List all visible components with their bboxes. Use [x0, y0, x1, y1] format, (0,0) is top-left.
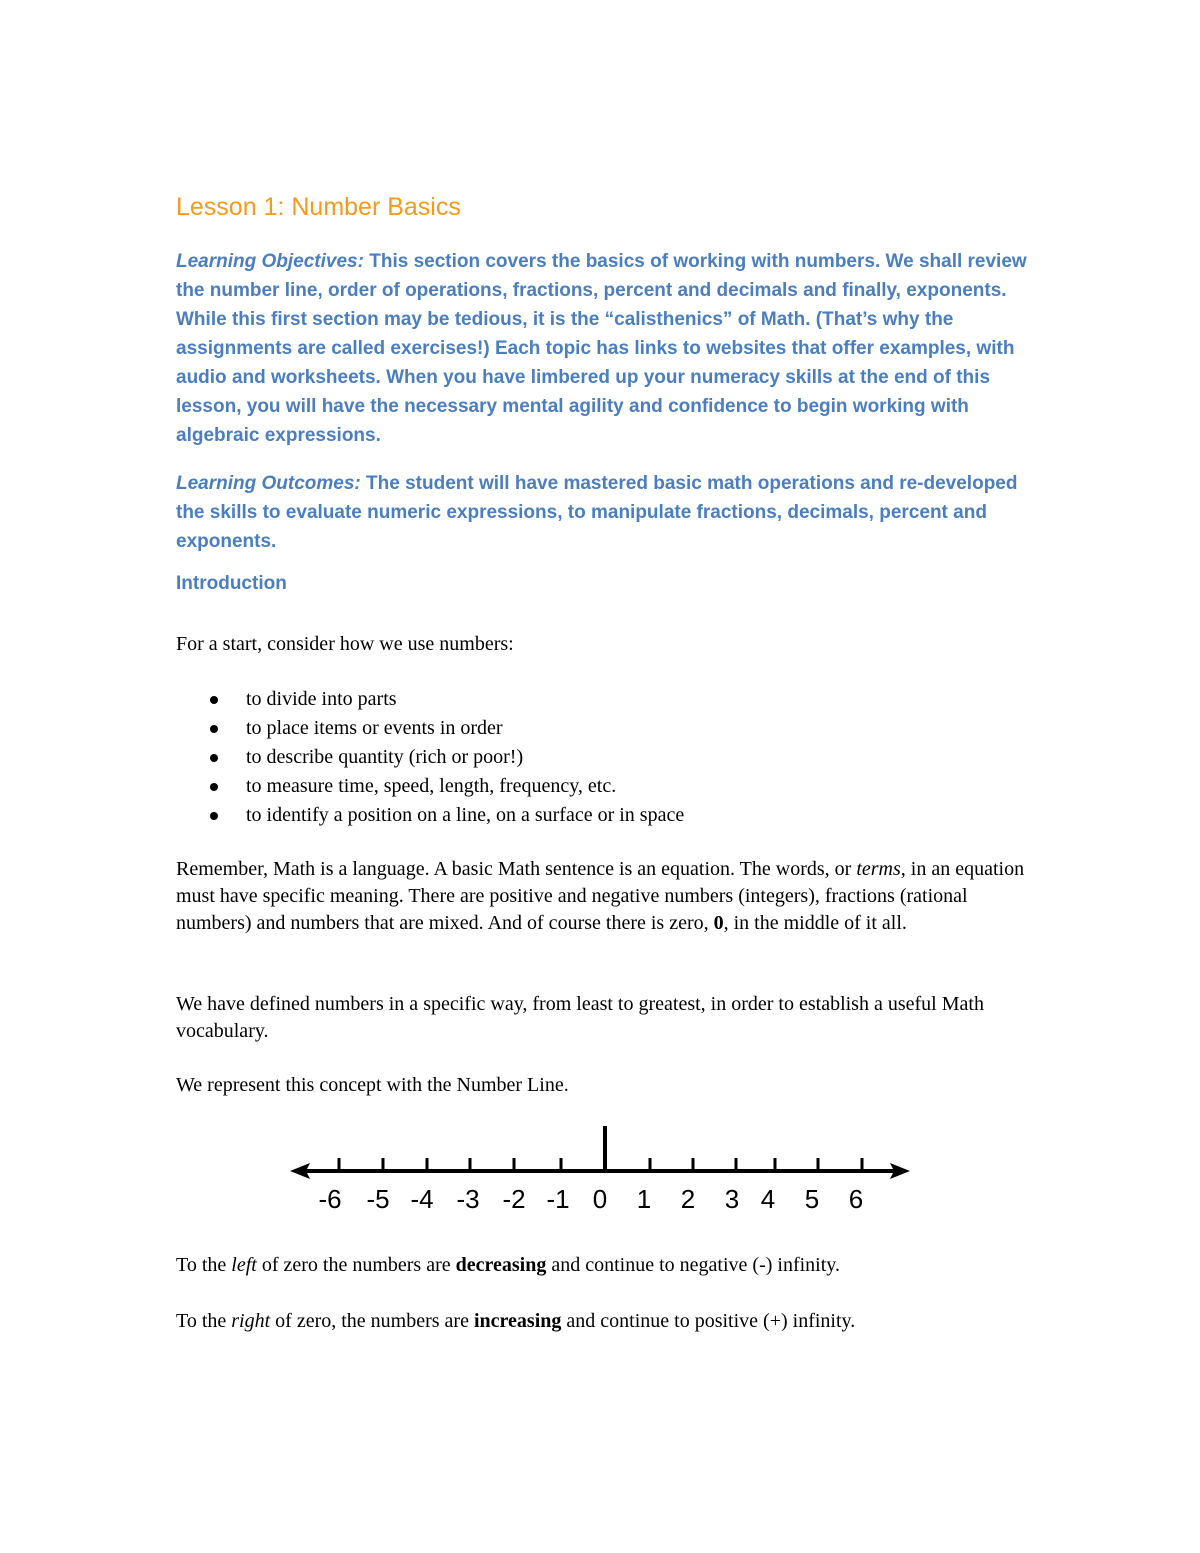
list-item: to measure time, speed, length, frequency, etc. [176, 772, 684, 801]
number-line-ticks [339, 1126, 862, 1171]
objectives-text: This section covers the basics of working with numbers. We shall review the number line, order of operations, fractions, percent and decimals and finally, exponents. While this first section may be tedious, it is the “calisthenics” of Math. (That’s why the assignments are called exercises!) Each topic has links to websites that offer examples, with audio and worksheets. When you have limbered up your numeracy skills at the end of this lesson, you will have the necessary mental agility and confidence to begin working with algebraic expressions. [176, 251, 1027, 446]
introduction-heading: Introduction [176, 573, 287, 594]
objectives-label: Learning Objectives: [176, 251, 364, 272]
right-of-zero-sentence: To the right of zero, the numbers are increasing and continue to positive (+) infinity. [176, 1310, 856, 1332]
list-item: to place items or events in order [176, 714, 684, 743]
defined-paragraph: We have defined numbers in a specific way, from least to greatest, in order to establish a useful Math vocabulary. [176, 993, 984, 1042]
outcomes-label: Learning Outcomes: [176, 473, 361, 494]
remember-paragraph: Remember, Math is a language. A basic Math sentence is an equation. The words, or terms, in an equation must have specific meaning. There are positive and negative numbers (integers), fractions (rational numbers) and numbers that are mixed. And of course there is zero, 0, in the middle of it all. [176, 858, 1025, 934]
number-line-label: -5 [366, 1184, 390, 1214]
number-line-label: -3 [456, 1184, 480, 1214]
left-of-zero-sentence: To the left of zero the numbers are decreasing and continue to negative (-) infinity. [176, 1254, 840, 1276]
number-line-label: -1 [546, 1184, 570, 1214]
number-line-labels [318, 1184, 863, 1214]
intro-paragraph: For a start, consider how we use numbers: [176, 633, 514, 655]
list-item: to describe quantity (rich or poor!) [176, 743, 684, 772]
number-line-label: 3 [724, 1184, 740, 1214]
number-line-label: 6 [848, 1184, 864, 1214]
terms-word: terms [856, 858, 901, 880]
list-item: to divide into parts [176, 685, 684, 714]
number-line-label: 4 [760, 1184, 776, 1214]
number-line-label: -4 [410, 1184, 434, 1214]
number-line-label: 0 [592, 1184, 608, 1214]
represent-paragraph: We represent this concept with the Number Line. [176, 1074, 569, 1096]
number-line-label: -2 [502, 1184, 526, 1214]
outcomes-text: The student will have mastered basic math operations and re-developed the skills to evaluate numeric expressions, to manipulate fractions, decimals, percent and exponents. [176, 473, 1018, 552]
list-item: to identify a position on a line, on a surface or in space [176, 801, 684, 830]
number-line-label: 5 [804, 1184, 820, 1214]
zero-bold: 0 [713, 912, 724, 934]
lesson-title: Lesson 1: Number Basics [176, 193, 461, 221]
number-line-label: 2 [680, 1184, 696, 1214]
number-line-label: -6 [318, 1184, 342, 1214]
number-line-label: 1 [636, 1184, 652, 1214]
